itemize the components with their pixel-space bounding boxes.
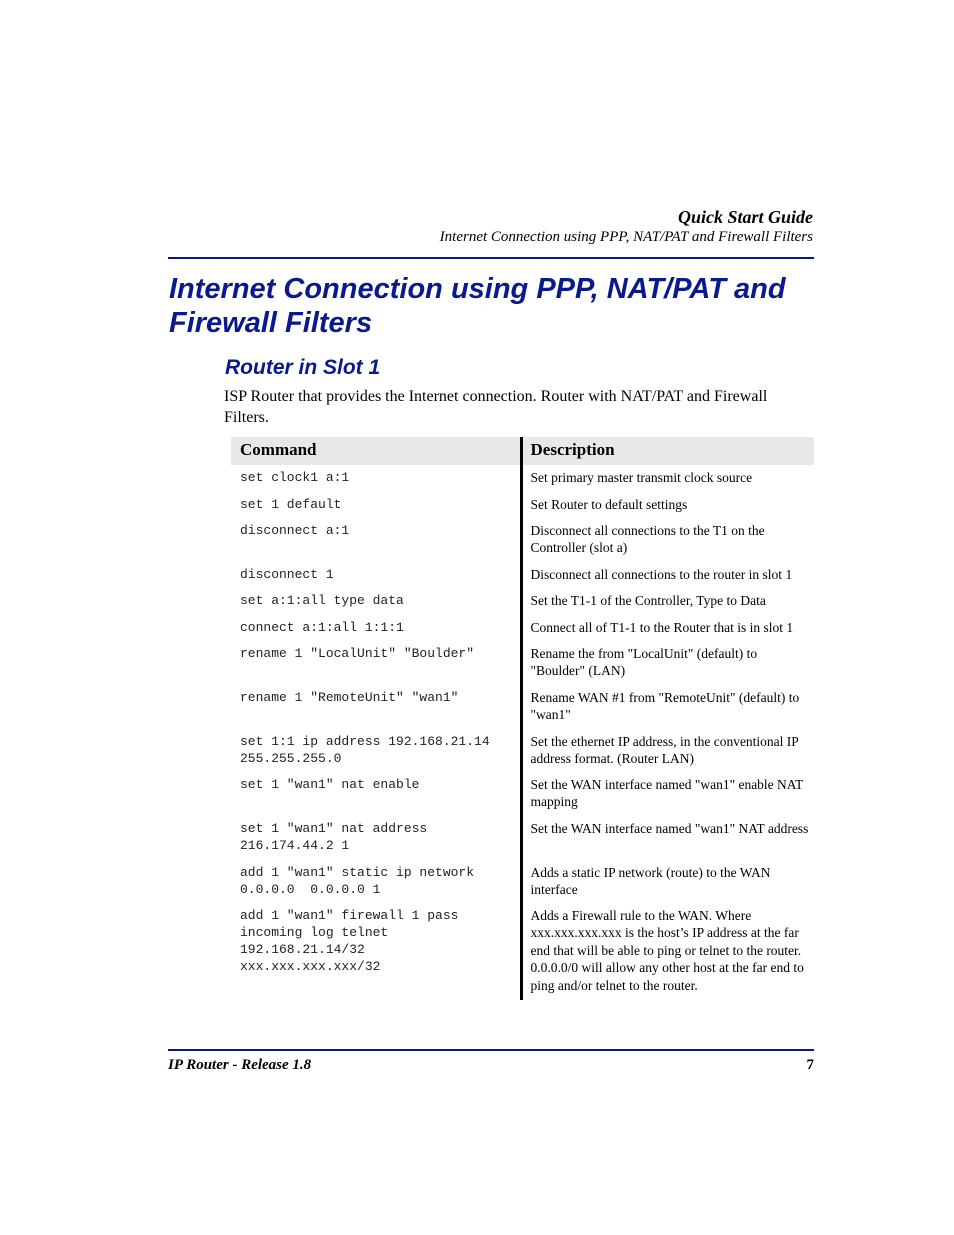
column-header-command: Command [231,437,521,465]
command-text: set 1 "wan1" nat address 216.174.44.2 1 [240,821,428,853]
command-cell [231,641,521,685]
description-text: Adds a Firewall rule to the WAN. Where xxx.xxx.xxx.xxx is the host’s IP address at the far end that will be able to ping or telnet to the router. 0.0.0.0/0 will allow any other host at the far end to ping and/or telnet to the router. [530,908,804,993]
description-cell [521,518,814,562]
description-cell [521,588,814,615]
table-header-row [231,437,814,465]
description-cell [521,729,814,772]
page-title: Internet Connection using PPP, NAT/PAT and Firewall Filters [169,273,786,339]
command-text: connect a:1:all 1:1:1 [240,620,404,635]
table-row [231,860,814,903]
command-text: add 1 "wan1" static ip network 0.0.0.0 0.0.0.0 1 [240,865,475,897]
description-cell [521,772,814,816]
table-row [231,492,814,518]
description-text: Adds a static IP network (route) to the WAN interface [530,865,771,898]
command-cell [231,588,521,615]
command-cell [231,860,521,903]
table-row [231,588,814,615]
table-row [231,729,814,772]
command-cell [231,903,521,994]
command-cell [231,465,521,492]
description-text: Set the ethernet IP address, in the conventional IP address format. (Router LAN) [530,734,799,767]
command-text: rename 1 "RemoteUnit" "wan1" [240,690,459,705]
description-text: Rename WAN #1 from "RemoteUnit" (default) to "wan1" [530,690,800,723]
description-text: Set the WAN interface named "wan1" NAT address [530,821,809,836]
command-text: set 1:1 ip address 192.168.21.14 255.255.255.0 [240,734,490,766]
intro-paragraph: ISP Router that provides the Internet connection. Router with NAT/PAT and Firewall Filters. [224,388,768,426]
section-title: Router in Slot 1 [225,356,381,379]
spacer-cell [231,994,521,1000]
header-subtitle: Internet Connection using PPP, NAT/PAT and Firewall Filters [439,229,813,245]
table-row [231,615,814,641]
command-cell [231,518,521,562]
table-body [231,465,814,1000]
table-row [231,903,814,994]
command-cell [231,685,521,729]
table-row [231,641,814,685]
command-text: add 1 "wan1" firewall 1 pass incoming log telnet 192.168.21.14/32 xxx.xxx.xxx.xxx/32 [240,908,459,974]
header-rule [168,257,814,259]
description-text: Set primary master transmit clock source [530,470,753,485]
command-text: rename 1 "LocalUnit" "Boulder" [240,646,475,661]
description-text: Set the WAN interface named "wan1" enable NAT mapping [530,777,804,810]
description-text: Set the T1-1 of the Controller, Type to Data [530,593,766,608]
spacer-cell [521,994,814,1000]
description-text: Disconnect all connections to the router in slot 1 [530,567,793,582]
command-text: set a:1:all type data [240,593,404,608]
command-text: disconnect 1 [240,567,334,582]
description-text: Rename the from "LocalUnit" (default) to "Boulder" (LAN) [530,646,758,679]
footer-rule [168,1049,814,1051]
description-cell [521,816,814,860]
description-cell [521,562,814,588]
description-text: Connect all of T1-1 to the Router that is in slot 1 [530,620,794,635]
table-row [231,772,814,816]
description-text: Set Router to default settings [530,497,688,512]
description-cell [521,465,814,492]
description-cell [521,492,814,518]
command-cell [231,729,521,772]
command-cell [231,615,521,641]
table-row [231,465,814,492]
column-header-description: Description [521,437,814,465]
command-cell [231,772,521,816]
description-cell [521,903,814,994]
description-cell [521,641,814,685]
command-cell [231,562,521,588]
table-row [231,518,814,562]
page-number: 7 [806,1057,814,1073]
command-text: disconnect a:1 [240,523,350,538]
command-cell [231,492,521,518]
command-text: set 1 default [240,497,342,512]
guide-title: Quick Start Guide [677,207,813,227]
description-text: Disconnect all connections to the T1 on the Controller (slot a) [530,523,765,556]
table-row [231,562,814,588]
description-cell [521,685,814,729]
footer-release: IP Router - Release 1.8 [168,1057,312,1073]
table-spacer-row [231,994,814,1000]
description-cell [521,860,814,903]
command-table [231,437,814,1000]
command-cell [231,816,521,860]
command-text: set 1 "wan1" nat enable [240,777,420,792]
table-row [231,816,814,860]
table-row [231,685,814,729]
description-cell [521,615,814,641]
command-text: set clock1 a:1 [240,470,350,485]
